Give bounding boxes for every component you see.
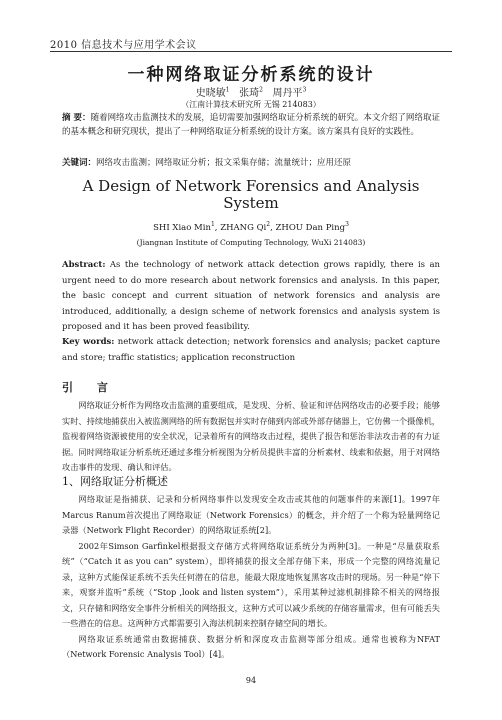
page-number: 94: [245, 676, 257, 685]
english-keywords: [62, 335, 440, 366]
author-3-en: ZHOU Dan Ping: [275, 222, 346, 233]
section-1-heading: 1、网络取证分析概述: [62, 475, 168, 488]
author-3-cn: 周丹平: [272, 88, 303, 99]
introduction-body: [62, 398, 440, 476]
author-3-cn-mark: 3: [302, 86, 307, 94]
english-authors: SHI Xiao Min$^1$, ZHANG Qi$^2$, ZHOU Dan Ping$^3$: [153, 221, 349, 233]
header-rule: [50, 51, 452, 52]
english-keywords-label: Key words:: [62, 337, 115, 347]
chinese-keywords-label: 关键词：: [62, 158, 97, 168]
chinese-affiliation: （江南计算技术研究所 无锡 214083）: [181, 100, 321, 109]
english-title-line-2: System: [223, 194, 279, 212]
running-header: 2010 信息技术与应用学术会议: [50, 40, 197, 51]
introduction-paragraph: 网络取证分析作为网络攻击监测的重要组成，是发现、分析、验证和评估网络攻击的必要手段；能够实时、持续地捕获出入被监测网络的所有数据包并实时存储到内部或外部存储器上，它仿佛一个摄像机，监视着网络资源被使用的安全状况，记录着所有的网络攻击过程，提供了报告和惩治非法攻击者的有力证据。同时网络取证分析系统还通过多维分析视图为分析员提供丰富的分析素材、线索和依据，用于对网络攻击事件的发现、确认和评估。: [62, 400, 440, 472]
author-2-cn-mark: 2: [259, 86, 263, 94]
english-title: [0, 178, 502, 212]
author-2-en-mark: 2: [266, 221, 271, 228]
introduction-heading: 引 言: [62, 381, 118, 394]
chinese-abstract-label: 摘 要：: [62, 113, 91, 123]
chinese-abstract-text: 随着网络攻击监测技术的发展，追切需要加强网络取证分析系统的研究。本文介绍了网络取证的基本概念和研究现状，提出了一种网络取证分析系统的设计方案。该方案具有良好的实践性。: [62, 113, 440, 137]
section-1-paragraph-2: 2002年Simson Garfinkel根据报文存储方式将网络取证系统分为两种[3]。一种是“尽量获取系统”（“Catch it as you can” system），即将捕获的报文全部存储下来，形成一个完整的网络流量记录，这种方式能保证系统不丢失任何潜在的信息，能最大限度地恢复黑客攻击时的现场。另一种是“停下来，观察并监听”系统（“Stop ,look and listen system”），采用某种过滤机制排除不相关的网络报文，只存储和网络安全事件分析相关的网络报文，这种方式可以减少系统的存储容量需求，但有可能丢失一些潜在的信息。这两种方式都需要引入海法机制来控制存储空间的增长。: [62, 540, 440, 628]
author-2-cn: 张琦: [239, 88, 260, 99]
english-abstract-text: As the technology of network attack detection grows rapidly, there is an urgent need to do more research about network forensics and analysis. In this paper, the basic concept and current situation of network forensics and analysis are introduced, additionally, a design scheme of network forensics and analysis system is proposed and it has been proved feasibility.: [62, 260, 440, 332]
author-1-cn: 史晓敏: [195, 88, 226, 99]
author-1-cn-mark: 1: [225, 86, 230, 94]
english-affiliation: (Jiangnan Institute of Computing Technology, WuXi 214083): [136, 238, 366, 247]
chinese-keywords: [62, 157, 440, 171]
section-1-paragraph-1: 网络取证是指捕获、记录和分析网络事件以发现安全攻击或其他的问题事件的来源[1]。1997年Marcus Ranum首次提出了网络取证（Network Forensics）的概念，并介绍了一个称为轻量网络记录器（Network Flight Recorder）的网络取证系统[2]。: [62, 494, 440, 535]
chinese-keywords-text: 网络攻击监测；网络取证分析；报文采集存储；流量统计；应用还原: [96, 158, 352, 168]
author-1-en-mark: 1: [210, 221, 215, 228]
english-title-line-1: A Design of Network Forensics and Analysis: [82, 177, 420, 195]
author-3-en-mark: 3: [345, 221, 349, 228]
chinese-title: 一种网络取证分析系统的设计: [127, 65, 375, 85]
section-1-paragraph-3: 网络取证系统通常由数据捕获、数据分析和深度攻击监测等部分组成。通常也被称为NFAT（Network Forensic Analysis Tool）[4]。: [62, 633, 440, 659]
chinese-authors: [0, 84, 502, 99]
author-2-en: ZHANG Qi: [220, 222, 267, 233]
english-abstract: [62, 258, 440, 336]
author-1-en: SHI Xiao Min: [153, 222, 211, 233]
english-keywords-text: network attack detection; network forensics and analysis; packet capture and store; traffic statistics; application reconstruction: [62, 337, 441, 363]
english-abstract-label: Abstract:: [62, 260, 106, 270]
chinese-abstract: [62, 112, 440, 139]
section-1-body: [62, 492, 440, 663]
